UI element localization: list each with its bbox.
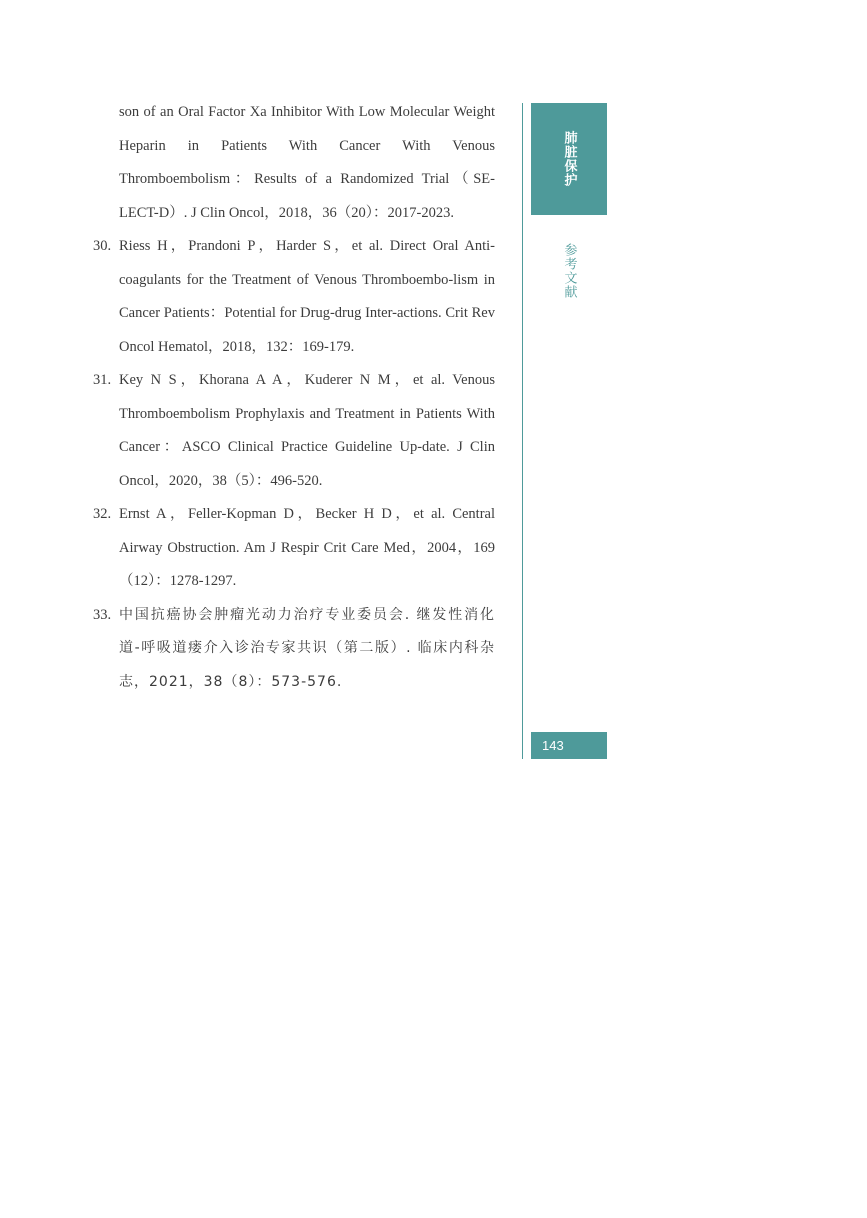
section-tab [531, 243, 607, 299]
reference-number: 32. [93, 506, 112, 522]
chapter-title: 肺脏保护 [561, 131, 577, 187]
sidebar-divider [522, 103, 523, 759]
reference-list [93, 96, 495, 699]
reference-item-29-continued [93, 96, 495, 230]
reference-number: 31. [93, 372, 112, 388]
chapter-tab [531, 103, 607, 215]
reference-text: 中国抗癌协会肿瘤光动力治疗专业委员会. 继发性消化道-呼吸道瘘介入诊治专家共识（第二版）. 临床内科杂志，2021，38（8）：573-576. [119, 606, 495, 690]
reference-text: Key N S，Khorana A A，Kuderer N M，et al. Venous Thromboembolism Prophylaxis and Treatment in Patients With Cancer：ASCO Clinical Practice Guideline Up-date. J Clin Oncol，2020，38（5）：496-520. [119, 372, 495, 489]
section-title: 参考文献 [561, 243, 577, 299]
reference-text: Riess H，Prandoni P，Harder S，et al. Direct Oral Anti-coagulants for the Treatment of Venous Thromboembo-lism in Cancer Patients：Potential for Drug-drug Inter-actions. Crit Rev Oncol Hematol，2018，132：169-179. [119, 238, 495, 355]
reference-text: son of an Oral Factor Xa Inhibitor With Low Molecular Weight Heparin in Patients With Cancer With Venous Thromboembolism：Results of a Randomized Trial（SE-LECT-D）. J Clin Oncol，2018，36（20）：2017-2023. [119, 104, 495, 221]
reference-text: Ernst A，Feller-Kopman D，Becker H D，et al. Central Airway Obstruction. Am J Respir Crit Care Med，2004，169（12）：1278-1297. [119, 506, 495, 589]
page-number-box [531, 732, 607, 759]
reference-number: 33. [93, 606, 112, 623]
reference-item-31 [93, 364, 495, 498]
reference-item-33 [93, 599, 495, 700]
reference-item-30 [93, 230, 495, 364]
reference-item-32 [93, 498, 495, 599]
reference-number: 30. [93, 238, 112, 254]
page-number: 143 [542, 738, 564, 753]
